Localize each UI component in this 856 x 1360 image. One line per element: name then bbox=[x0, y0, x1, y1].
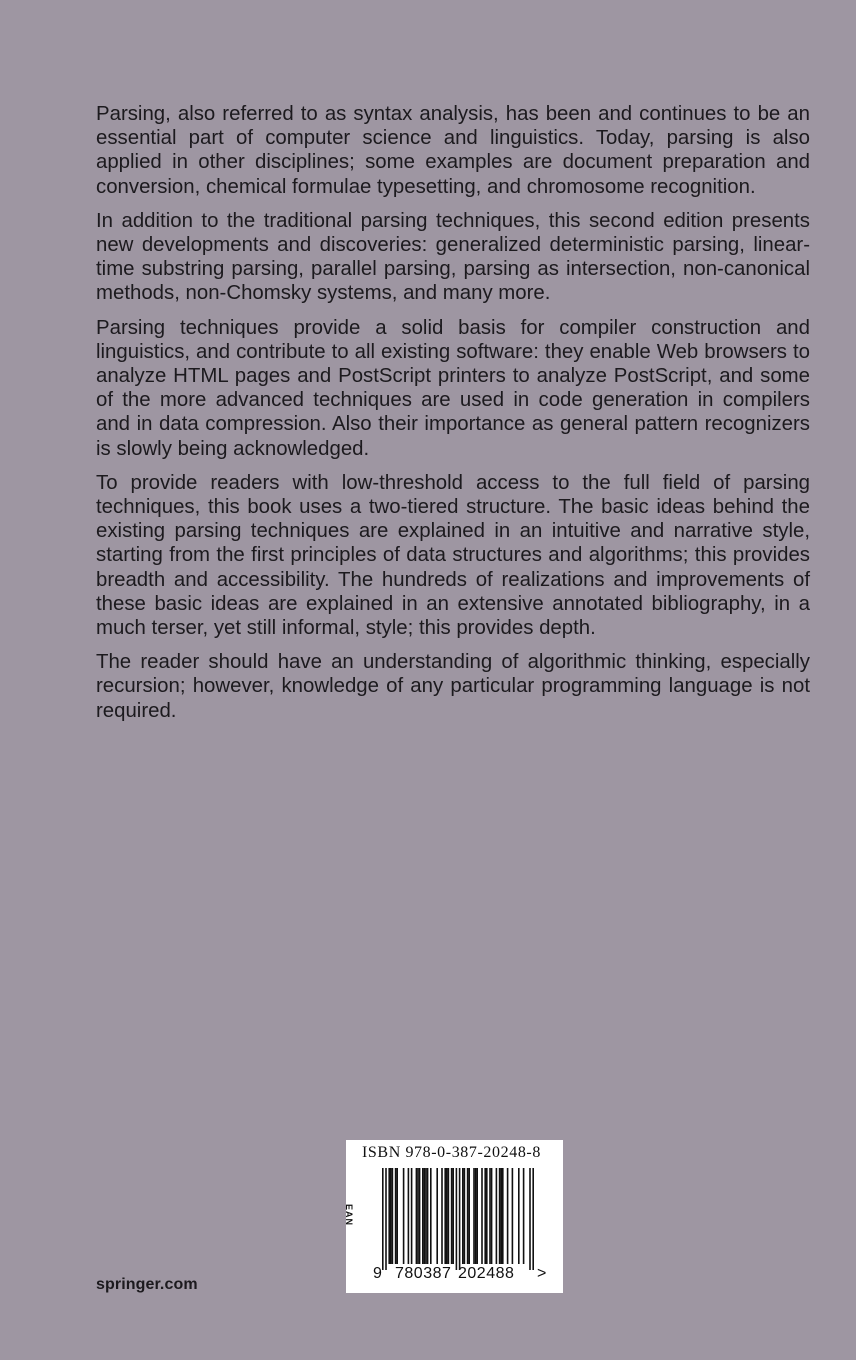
barcode-guard-bar bbox=[382, 1168, 384, 1270]
isbn-barcode bbox=[346, 1140, 563, 1293]
barcode-bar bbox=[396, 1168, 398, 1264]
barcode-bar bbox=[446, 1168, 448, 1264]
barcode-bar bbox=[464, 1168, 466, 1264]
barcode-bar bbox=[392, 1168, 394, 1264]
barcode-bar bbox=[430, 1168, 432, 1264]
ean-label: EAN bbox=[344, 1204, 354, 1227]
blurb-paragraph-3: Parsing techniques provide a solid basis for compiler construction and linguistics, and contribute to all existing software: they enable Web browsers to analyze HTML pages and PostScript printers to analyze PostScript, and some of the more advanced techniques are used in code generation in compilers and in data compression. Also their importance as general pattern recognizers is slowly being acknowledged. bbox=[96, 316, 810, 460]
barcode-bar bbox=[467, 1168, 469, 1264]
blurb-paragraph-4: To provide readers with low-threshold access to the full field of parsing techniques, this book uses a two-tiered structure. The basic ideas behind the existing parsing techniques are explained in an intuitive and narrative style, starting from the first principles of data structures and algorithms; this provides breadth and accessibility. The hundreds of realizations and improvements of these basic ideas are explained in an extensive annotated bibliography, in a much terser, yet still informal, style; this provides depth. bbox=[96, 471, 810, 640]
barcode-bar bbox=[403, 1168, 405, 1264]
barcode-guard-bar bbox=[529, 1168, 531, 1270]
barcode-bar bbox=[518, 1168, 520, 1264]
blurb-paragraph-5: The reader should have an understanding of algorithmic thinking, especially recursion; however, knowledge of any particular programming language is not required. bbox=[96, 651, 810, 722]
isbn-number: ISBN 978-0-387-20248-8 bbox=[362, 1144, 541, 1161]
quiet-zone-mark: > bbox=[537, 1265, 547, 1282]
barcode-guard-bar bbox=[456, 1168, 458, 1270]
barcode-bar bbox=[395, 1168, 397, 1264]
barcode-bar bbox=[452, 1168, 454, 1264]
barcode-bar bbox=[408, 1168, 410, 1264]
barcode-bar bbox=[473, 1168, 475, 1264]
barcode-bar bbox=[491, 1168, 493, 1264]
barcode-bar bbox=[475, 1168, 477, 1264]
barcode-bar bbox=[481, 1168, 483, 1264]
barcode-bar bbox=[512, 1168, 514, 1264]
barcode-bar bbox=[462, 1168, 464, 1264]
barcode-bar bbox=[499, 1168, 501, 1264]
barcode-bar bbox=[427, 1168, 429, 1264]
barcode-bars bbox=[382, 1168, 534, 1278]
barcode-bar bbox=[451, 1168, 453, 1264]
barcode-bar bbox=[416, 1168, 418, 1264]
barcode-bar bbox=[390, 1168, 392, 1264]
barcode-bar bbox=[507, 1168, 509, 1264]
barcode-bar bbox=[484, 1168, 486, 1264]
barcode-bar bbox=[422, 1168, 424, 1264]
barcode-bar bbox=[417, 1168, 419, 1264]
blurb-paragraph-2: In addition to the traditional parsing techniques, this second edition presents new developments and discoveries: generalized deterministic parsing, linear-time substring parsing, parallel parsing, parsing as intersection, non-canonical methods, non-Chomsky systems, and many more. bbox=[96, 209, 810, 305]
barcode-bar bbox=[424, 1168, 426, 1264]
ean-left-digits: 780387 bbox=[395, 1265, 452, 1282]
barcode-bar bbox=[411, 1168, 413, 1264]
ean-right-digits: 202488 bbox=[458, 1265, 515, 1282]
barcode-bar bbox=[448, 1168, 450, 1264]
barcode-guard-bar bbox=[385, 1168, 387, 1270]
barcode-bar bbox=[436, 1168, 438, 1264]
barcode-bar bbox=[441, 1168, 443, 1264]
publisher-url: springer.com bbox=[96, 1276, 198, 1293]
blurb-paragraph-1: Parsing, also referred to as syntax analysis, has been and continues to be an essential part of computer science and linguistics. Today, parsing is also applied in other disciplines; some examples are document preparation and conversion, chemical formulae typesetting, and chromosome recognition. bbox=[96, 103, 810, 198]
barcode-bar bbox=[523, 1168, 525, 1264]
barcode-bar bbox=[425, 1168, 427, 1264]
barcode-guard-bar bbox=[532, 1168, 534, 1270]
barcode-bar bbox=[444, 1168, 446, 1264]
barcode-bar bbox=[502, 1168, 504, 1264]
barcode-bar bbox=[468, 1168, 470, 1264]
blurb-text bbox=[96, 102, 810, 733]
barcode-bar bbox=[489, 1168, 491, 1264]
barcode-bar bbox=[486, 1168, 488, 1264]
barcode-bar bbox=[419, 1168, 421, 1264]
barcode-bar bbox=[388, 1168, 390, 1264]
barcode-bar bbox=[500, 1168, 502, 1264]
barcode-bar bbox=[476, 1168, 478, 1264]
barcode-bar bbox=[496, 1168, 498, 1264]
ean-first-digit: 9 bbox=[373, 1265, 383, 1282]
barcode-guard-bar bbox=[459, 1168, 461, 1270]
